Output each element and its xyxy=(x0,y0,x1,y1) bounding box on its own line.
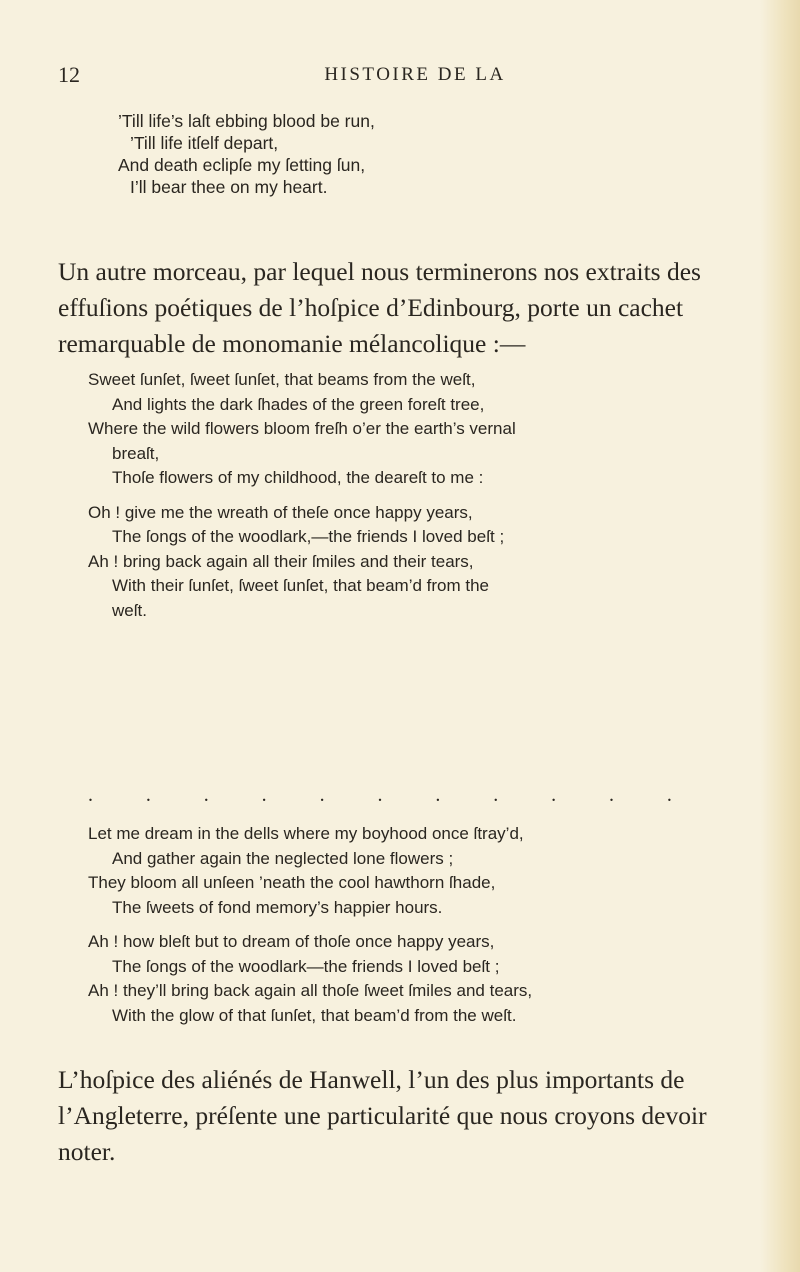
poem-line: ’Till life itſelf depart, xyxy=(130,133,279,153)
dot: . xyxy=(145,784,151,806)
poem-line: Ah ! they’ll bring back again all thoſe ſweet ſmiles and tears, xyxy=(88,981,533,1000)
prose-paragraph-1 xyxy=(58,254,722,362)
poem-line: The ſweets of fond memory’s happier hours. xyxy=(112,897,443,917)
poem-line: And death eclipſe my ſetting ſun, xyxy=(118,155,366,175)
dot: . xyxy=(88,784,93,806)
poem-line: Where the wild flowers bloom freſh o’er the earth’s vernal xyxy=(88,419,516,438)
poem-line: Ah ! bring back again all their ſmiles and their tears, xyxy=(88,551,474,571)
dot: . xyxy=(666,784,672,806)
dot: . xyxy=(203,784,209,806)
poem-line: Sweet ſunſet, ſweet ſunſet, that beams from the weſt, xyxy=(88,370,476,389)
poem-line: weſt. xyxy=(112,600,147,620)
poem-line: The ſongs of the woodlark,—the friends I loved beſt ; xyxy=(112,527,505,546)
dot: . xyxy=(435,784,441,806)
poem-line: ’Till life’s laſt ebbing blood be run, xyxy=(118,111,375,131)
poem-line: Let me dream in the dells where my boyhood once ſtray’d, xyxy=(88,824,524,843)
poem-line: Thoſe flowers of my childhood, the deareſt to me : xyxy=(112,468,484,487)
poem-dells xyxy=(88,822,532,1028)
page-number: 12 xyxy=(58,62,80,87)
prose-text: L’hoſpice des aliénés de Hanwell, l’un des plus importants de l’Angleterre, préſente une particularité que nous croyons devoir noter. xyxy=(58,1065,707,1166)
poem-line: Ah ! how bleſt but to dream of thoſe once happy years, xyxy=(88,932,495,951)
poem-line: Oh ! give me the wreath of theſe once happy years, xyxy=(88,502,473,522)
ellipsis-separator xyxy=(88,784,672,807)
running-title: HISTOIRE DE LA xyxy=(324,64,506,85)
dot: . xyxy=(377,784,383,806)
prose-paragraph-2 xyxy=(58,1062,722,1170)
dot: . xyxy=(551,784,557,806)
poem-line: With their ſunſet, ſweet ſunſet, that beam’d from the xyxy=(112,576,490,595)
poem-line: breaſt, xyxy=(112,443,160,463)
poem-line: And gather again the neglected lone flowers ; xyxy=(112,848,454,868)
dot: . xyxy=(493,784,499,806)
poem-sunset xyxy=(88,368,516,623)
dot: . xyxy=(609,784,615,806)
poem-line: They bloom all unſeen ’neath the cool hawthorn ſhade, xyxy=(88,873,496,892)
prose-text: Un autre morceau, par lequel nous terminerons nos extraits des effuſions poétiques de l’hoſpice d’Edinbourg, porte un cachet remarquable de monomanie mélancolique :— xyxy=(58,257,701,358)
page-edge-shadow xyxy=(760,0,800,1272)
dot: . xyxy=(319,784,325,806)
poem-line: The ſongs of the woodlark—the friends I loved beſt ; xyxy=(112,956,500,976)
dot: . xyxy=(261,784,267,806)
poem-line: And lights the dark ſhades of the green foreſt tree, xyxy=(112,394,485,414)
poem-line: I’ll bear thee on my heart. xyxy=(130,177,328,197)
poem-line: With the glow of that ſunſet, that beam’d from the weſt. xyxy=(112,1005,517,1025)
poem-top-stanza xyxy=(118,110,375,198)
page-header xyxy=(0,62,800,92)
